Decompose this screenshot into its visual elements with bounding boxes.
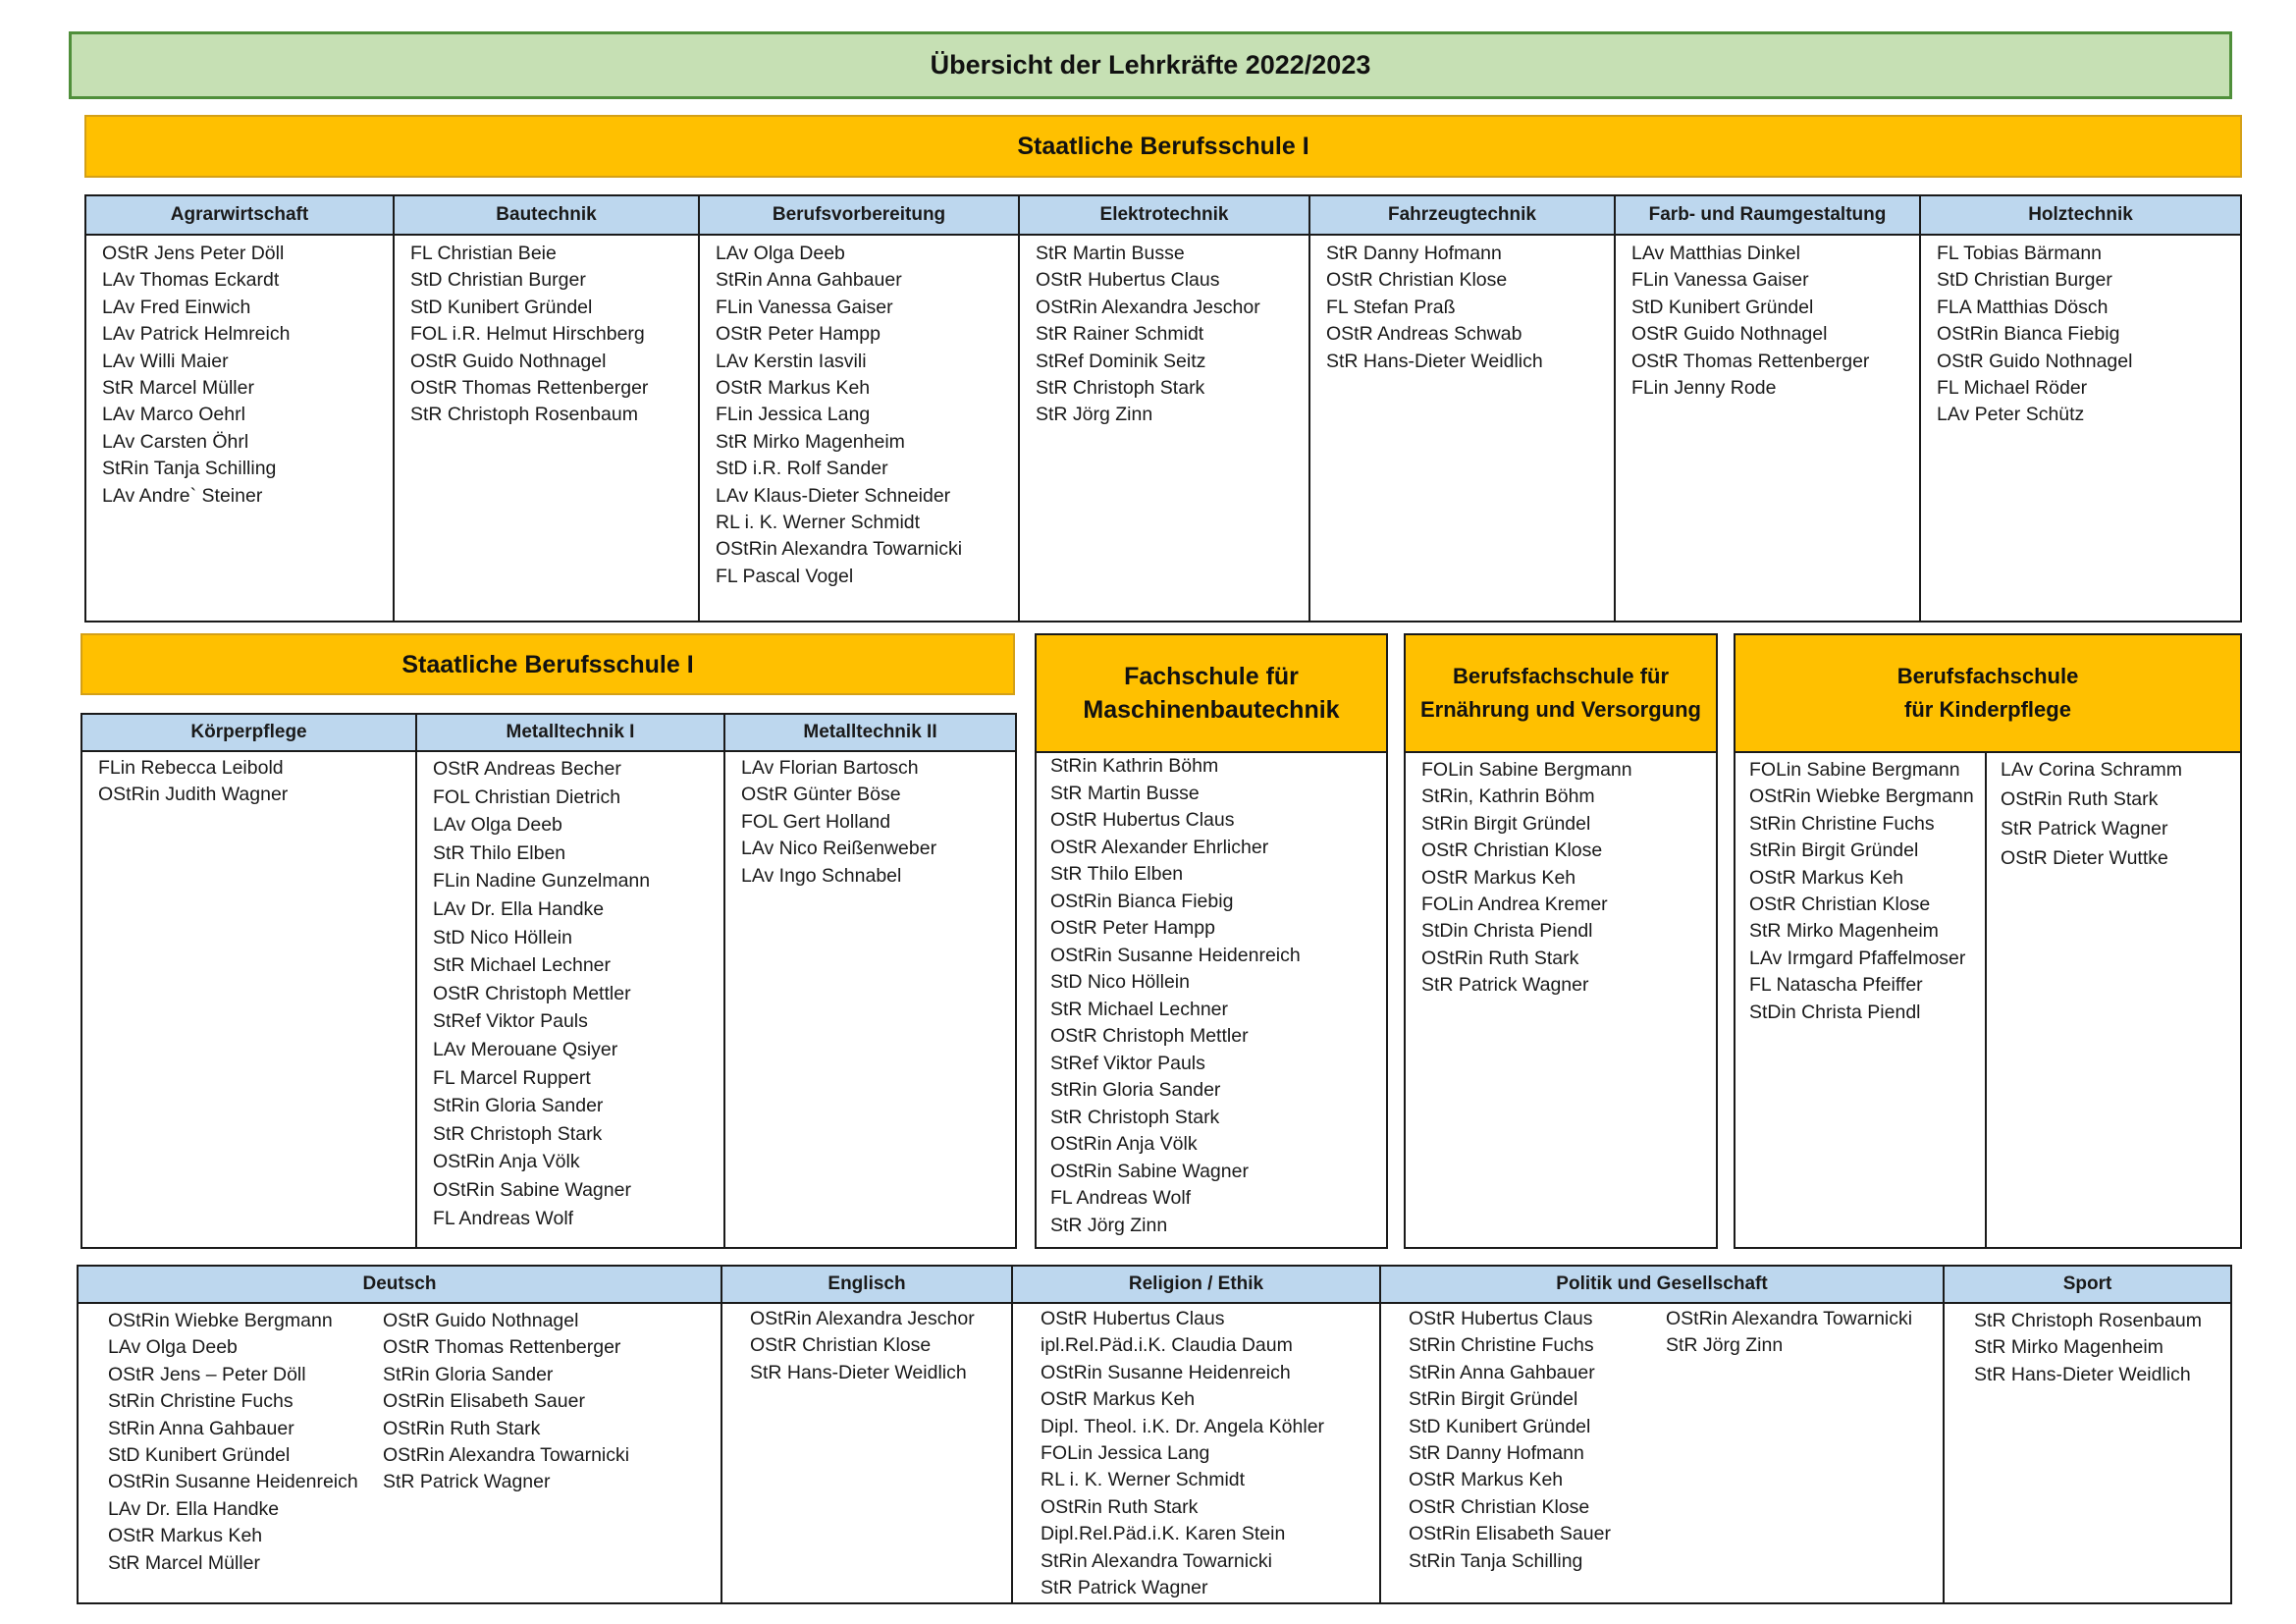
teacher-name: StD Kunibert Gründel [108,1444,291,1467]
teacher-name: OStRin Susanne Heidenreich [1050,944,1301,966]
teacher-name: OStRin Anja Völk [1050,1133,1198,1155]
teacher-name: StRin Christine Fuchs [1409,1334,1594,1357]
teacher-name: StRin Tanja Schilling [102,458,277,480]
kinderpflege-banner [1735,635,2240,753]
teacher-name: StDin Christa Piendl [1421,920,1593,943]
column-header: Elektrotechnik [1020,196,1308,236]
fachschule-banner [1037,635,1386,753]
teacher-name: LAv Andre` Steiner [102,484,263,507]
teacher-name: FOL i.R. Helmut Hirschberg [410,323,645,346]
teacher-name: OStR Christian Klose [1409,1495,1590,1518]
ernaehrung-block [1404,633,1718,1249]
teacher-name: LAv Ingo Schnabel [741,864,902,887]
teacher-name: FL Andreas Wolf [1050,1187,1192,1209]
teacher-name: LAv Nico Reißenweber [741,838,937,860]
teacher-name: StRin Gloria Sander [383,1363,554,1385]
kinderpflege-columns [1735,753,2240,1247]
teacher-list [1020,236,1308,429]
teacher-name: LAv Florian Bartosch [741,757,919,779]
teacher-name: StR Patrick Wagner [2001,818,2168,839]
teacher-name: LAv Patrick Helmreich [102,323,291,346]
teacher-name: StD Kunibert Gründel [1631,296,1814,318]
teacher-name: OStRin Bianca Fiebig [1050,890,1234,912]
teacher-name: FLin Jenny Rode [1631,377,1777,400]
teacher-name: FOL Gert Holland [741,810,891,833]
teacher-list [1666,1304,1912,1575]
teacher-name: StR Marcel Müller [102,377,254,400]
teacher-name: StRin, Kathrin Böhm [1421,785,1595,808]
teacher-name: FL Tobias Bärmann [1937,243,2103,264]
teacher-name: StRin Anna Gahbauer [716,269,902,292]
teacher-name: StR Michael Lechner [1050,998,1229,1020]
teacher-name: OStRin Alexandra Towarnicki [716,538,963,561]
column-elektrotechnik [1018,196,1308,621]
teacher-name: StRin Anna Gahbauer [108,1417,294,1439]
teacher-name: StR Christoph Stark [1036,377,1205,400]
teacher-name: RL i. K. Werner Schmidt [1041,1469,1246,1491]
teacher-name: FLin Vanessa Gaiser [1631,269,1809,292]
teacher-name: FLin Rebecca Leibold [98,757,284,779]
page-title-text: Übersicht der Lehrkräfte 2022/2023 [930,50,1371,80]
teacher-name: StR Patrick Wagner [1421,974,1589,997]
teacher-name: OStR Guido Nothnagel [383,1310,579,1331]
fachschule-block [1035,633,1388,1249]
teacher-name: OStR Markus Keh [1409,1469,1564,1491]
column-header: Agrarwirtschaft [86,196,393,236]
teacher-name: LAv Fred Einwich [102,296,251,318]
column-header: Fahrzeugtechnik [1310,196,1614,236]
teacher-name: OStRin Susanne Heidenreich [1041,1361,1291,1383]
column-sport [1943,1267,2230,1602]
deutsch-lists [79,1304,721,1577]
teacher-name: FLin Nadine Gunzelmann [433,870,651,893]
column-englisch [721,1267,1011,1602]
teacher-name: StRin Birgit Gründel [1421,812,1591,835]
teacher-list [725,752,1015,890]
teacher-name: StRin Tanja Schilling [1409,1549,1583,1572]
teacher-list [722,1304,1011,1386]
teacher-name: StD Kunibert Gründel [410,296,593,318]
teacher-list [700,236,1018,590]
teacher-list [86,236,393,510]
teacher-name: OStR Christian Klose [1421,839,1603,862]
teacher-name: OStR Jens Peter Döll [102,243,285,264]
column-berufsvorbereitung [698,196,1018,621]
teacher-name: StR Jörg Zinn [1666,1334,1784,1357]
teacher-name: FLin Jessica Lang [716,404,871,426]
teacher-name: StRef Dominik Seitz [1036,350,1206,372]
column-metalltechnik-2 [723,715,1015,1247]
teacher-name: FL Michael Röder [1937,377,2088,400]
column-header: Metalltechnik II [725,715,1015,752]
section1-title: Staatliche Berufsschule I [1017,133,1309,160]
teacher-list [82,752,415,809]
teacher-name: StR Rainer Schmidt [1036,323,1204,346]
teacher-name: OStR Christian Klose [1326,269,1508,292]
column-header: Berufsvorbereitung [700,196,1018,236]
teacher-list [1945,1304,2230,1388]
teacher-name: OStRin Wiebke Bergmann [1749,785,1974,808]
section2-table [80,713,1017,1249]
teacher-name: StR Jörg Zinn [1036,404,1153,426]
teacher-name: OStRin Judith Wagner [98,784,289,806]
column-agrarwirtschaft [86,196,393,621]
teacher-name: LAv Dr. Ella Handke [108,1497,280,1520]
ernaehrung-title-line2: Ernährung und Versorgung [1419,697,1701,722]
teacher-name: FOLin Sabine Bergmann [1421,759,1632,781]
teacher-name: StRin Birgit Gründel [1749,839,1919,862]
teacher-name: OStRin Wiebke Bergmann [108,1310,333,1331]
teacher-name: FL Marcel Ruppert [433,1066,591,1089]
teacher-name: StD Kunibert Gründel [1409,1415,1591,1437]
kinderpflege-title-line2: für Kinderpflege [1904,697,2071,722]
teacher-name: StR Christoph Rosenbaum [1974,1310,2202,1331]
teacher-name: StR Christoph Stark [1050,1106,1220,1128]
teacher-name: StRef Viktor Pauls [1050,1052,1205,1074]
teacher-name: FL Natascha Pfeiffer [1749,974,1923,997]
teacher-name: StR Christoph Rosenbaum [410,404,638,426]
teacher-name: LAv Peter Schütz [1937,404,2085,426]
teacher-name: OStR Thomas Rettenberger [410,377,649,400]
teacher-name: StRin Christine Fuchs [108,1390,294,1413]
teacher-name: OStR Hubertus Claus [1041,1308,1225,1329]
subjects-table [77,1265,2232,1604]
teacher-name: FL Stefan Praß [1326,296,1456,318]
column-metalltechnik-1 [415,715,723,1247]
teacher-name: LAv Kerstin Iasvili [716,350,867,372]
column-header: Deutsch [79,1267,721,1304]
teacher-name: OStRin Alexandra Jeschor [1036,296,1260,318]
teacher-name: StR Patrick Wagner [1041,1577,1208,1599]
column-deutsch [79,1267,721,1602]
kinderpflege-block [1734,633,2242,1249]
section2-title: Staatliche Berufsschule I [401,650,694,678]
teacher-name: LAv Olga Deeb [433,814,562,837]
teacher-name: StRef Viktor Pauls [433,1010,588,1033]
teacher-list [1381,1304,1666,1575]
kinderpflege-title-line1: Berufsfachschule [1896,664,2079,688]
teacher-name: LAv Corina Schramm [2001,759,2182,781]
teacher-name: LAv Olga Deeb [716,243,845,264]
fachschule-title-line1: Fachschule für [1124,663,1299,690]
teacher-name: StR Martin Busse [1050,782,1200,804]
teacher-name: LAv Carsten Öhrl [102,430,249,453]
teacher-name: LAv Dr. Ella Handke [433,897,605,920]
teacher-name: LAv Thomas Eckardt [102,269,280,292]
teacher-name: LAv Marco Oehrl [102,404,245,426]
teacher-name: OStR Andreas Becher [433,758,621,780]
section1-table [84,194,2242,623]
teacher-name: OStRin Sabine Wagner [1050,1160,1249,1182]
teacher-list [1987,753,2182,1247]
teacher-name: OStRin Alexandra Towarnicki [1666,1308,1913,1329]
teacher-name: StR Marcel Müller [108,1551,260,1574]
teacher-name: LAv Merouane Qsiyer [433,1038,618,1060]
teacher-name: OStR Hubertus Claus [1036,269,1220,292]
fachschule-title-line2: Maschinenbautechnik [1083,696,1340,724]
teacher-name: LAv Matthias Dinkel [1631,243,1800,264]
teacher-name: StD Christian Burger [410,269,586,292]
teacher-name: OStRin Elisabeth Sauer [383,1390,585,1413]
teacher-name: StR Mirko Magenheim [1749,920,1939,943]
teacher-name: StR Danny Hofmann [1409,1442,1584,1465]
teacher-name: StRin Birgit Gründel [1409,1388,1578,1411]
page-title [69,31,2232,99]
teacher-name: OStRin Alexandra Towarnicki [383,1444,630,1467]
teacher-name: StD Christian Burger [1937,269,2112,292]
teacher-name: FOLin Jessica Lang [1041,1442,1210,1465]
teacher-name: LAv Olga Deeb [108,1336,238,1359]
teacher-name: StR Hans-Dieter Weidlich [1974,1363,2191,1385]
teacher-name: OStR Christian Klose [750,1334,932,1357]
teacher-name: FOLin Sabine Bergmann [1749,759,1960,781]
teacher-name: StR Martin Busse [1036,243,1185,264]
teacher-name: OStR Günter Böse [741,784,901,806]
teacher-list [1616,236,1919,402]
column-header: Metalltechnik I [417,715,723,752]
teacher-name: OStR Thomas Rettenberger [383,1336,621,1359]
teacher-name: OStR Guido Nothnagel [1937,350,2133,372]
teacher-name: OStR Christoph Mettler [433,982,631,1004]
teacher-name: StRin Gloria Sander [433,1095,604,1117]
teacher-name: StRin Kathrin Böhm [1050,755,1219,777]
teacher-name: StR Danny Hofmann [1326,243,1502,264]
teacher-name: OStRin Ruth Stark [1041,1495,1199,1518]
teacher-name: OStR Guido Nothnagel [410,350,607,372]
teacher-list [1735,753,1987,1247]
teacher-name: StRin Alexandra Towarnicki [1041,1549,1272,1572]
teacher-name: OStRin Sabine Wagner [433,1178,631,1201]
teacher-name: Dipl. Theol. i.K. Dr. Angela Köhler [1041,1415,1325,1437]
column-fahrzeugtechnik [1308,196,1614,621]
ernaehrung-title-line1: Berufsfachschule für [1452,664,1670,688]
teacher-name: OStRin Ruth Stark [1421,947,1579,969]
section2-banner [80,633,1015,695]
teacher-name: OStRin Ruth Stark [2001,788,2159,810]
teacher-name: OStRin Anja Völk [433,1151,580,1173]
teacher-name: ipl.Rel.Päd.i.K. Claudia Daum [1041,1334,1293,1357]
column-koerperpflege [82,715,415,1247]
politik-lists [1381,1304,1943,1575]
teacher-name: LAv Irmgard Pfaffelmoser [1749,947,1966,969]
teacher-name: RL i. K. Werner Schmidt [716,512,921,534]
teacher-name: OStR Markus Keh [716,377,871,400]
teacher-name: FOL Christian Dietrich [433,785,621,808]
teacher-name: OStRin Ruth Stark [383,1417,541,1439]
teacher-name: StR Jörg Zinn [1050,1214,1168,1236]
teacher-name: OStRin Bianca Fiebig [1937,323,2120,346]
column-header: Farb- und Raumgestaltung [1616,196,1919,236]
teacher-name: OStR Hubertus Claus [1409,1308,1593,1329]
teacher-name: OStR Christoph Mettler [1050,1025,1249,1047]
teacher-name: OStR Markus Keh [1749,866,1904,889]
teacher-name: StR Mirko Magenheim [1974,1336,2163,1359]
teacher-name: OStR Peter Hampp [716,323,881,346]
teacher-name: StD Nico Höllein [1050,971,1190,993]
teacher-name: StR Hans-Dieter Weidlich [750,1361,967,1383]
teacher-name: OStR Markus Keh [1041,1388,1196,1411]
teacher-name: Dipl.Rel.Päd.i.K. Karen Stein [1041,1523,1286,1545]
column-bautechnik [393,196,698,621]
teacher-name: StR Hans-Dieter Weidlich [1326,350,1543,372]
ernaehrung-banner [1406,635,1716,753]
teacher-name: StR Mirko Magenheim [716,430,905,453]
teacher-name: OStR Alexander Ehrlicher [1050,836,1269,858]
column-header: Religion / Ethik [1013,1267,1379,1304]
section1-banner [84,115,2242,178]
teacher-name: LAv Klaus-Dieter Schneider [716,484,951,507]
teacher-list [417,752,723,1232]
column-holztechnik [1919,196,2240,621]
teacher-name: StRin Gloria Sander [1050,1079,1221,1101]
teacher-list [1310,236,1614,375]
teacher-name: OStR Thomas Rettenberger [1631,350,1870,372]
column-header: Sport [1945,1267,2230,1304]
teacher-name: StR Michael Lechner [433,954,612,977]
teacher-name: StDin Christa Piendl [1749,1001,1921,1023]
column-politik-und-gesellschaft [1379,1267,1943,1602]
teacher-name: OStR Markus Keh [1421,866,1576,889]
teacher-list [79,1304,383,1577]
teacher-name: OStR Christian Klose [1749,893,1931,916]
teacher-list [1037,753,1386,1239]
teacher-name: OStR Peter Hampp [1050,917,1215,939]
teacher-name: FLA Matthias Dösch [1937,296,2109,318]
teacher-list [395,236,698,429]
teacher-name: FL Pascal Vogel [716,565,854,587]
teacher-name: StR Thilo Elben [433,841,566,864]
teacher-name: OStR Hubertus Claus [1050,809,1235,831]
teacher-name: StRin Anna Gahbauer [1409,1361,1595,1383]
column-religion-ethik [1011,1267,1379,1602]
teacher-list [1921,236,2240,429]
column-header: Politik und Gesellschaft [1381,1267,1943,1304]
teacher-name: FLin Vanessa Gaiser [716,296,893,318]
teacher-name: OStRin Elisabeth Sauer [1409,1523,1611,1545]
teacher-name: OStRin Susanne Heidenreich [108,1471,358,1493]
teacher-name: StR Patrick Wagner [383,1471,551,1493]
column-farb-und-raumgestaltung [1614,196,1919,621]
teacher-name: OStR Dieter Wuttke [2001,847,2168,869]
teacher-name: FOLin Andrea Kremer [1421,893,1608,916]
teacher-name: FL Christian Beie [410,243,557,264]
column-header: Bautechnik [395,196,698,236]
teacher-name: OStR Andreas Schwab [1326,323,1522,346]
teacher-name: OStR Jens – Peter Döll [108,1363,306,1385]
teacher-name: StRin Christine Fuchs [1749,812,1935,835]
teacher-name: OStR Guido Nothnagel [1631,323,1828,346]
teacher-name: StR Thilo Elben [1050,863,1184,885]
column-header: Holztechnik [1921,196,2240,236]
teacher-name: StR Christoph Stark [433,1122,603,1145]
teacher-list [1406,753,1716,1000]
teacher-name: OStR Markus Keh [108,1525,263,1547]
teacher-list [383,1304,629,1577]
teacher-name: FL Andreas Wolf [433,1207,574,1229]
teacher-name: StD Nico Höllein [433,926,572,948]
teacher-name: OStRin Alexandra Jeschor [750,1308,975,1329]
column-header: Körperpflege [82,715,415,752]
teacher-list [1013,1304,1379,1601]
teacher-name: StD i.R. Rolf Sander [716,458,888,480]
teacher-name: LAv Willi Maier [102,350,229,372]
column-header: Englisch [722,1267,1011,1304]
